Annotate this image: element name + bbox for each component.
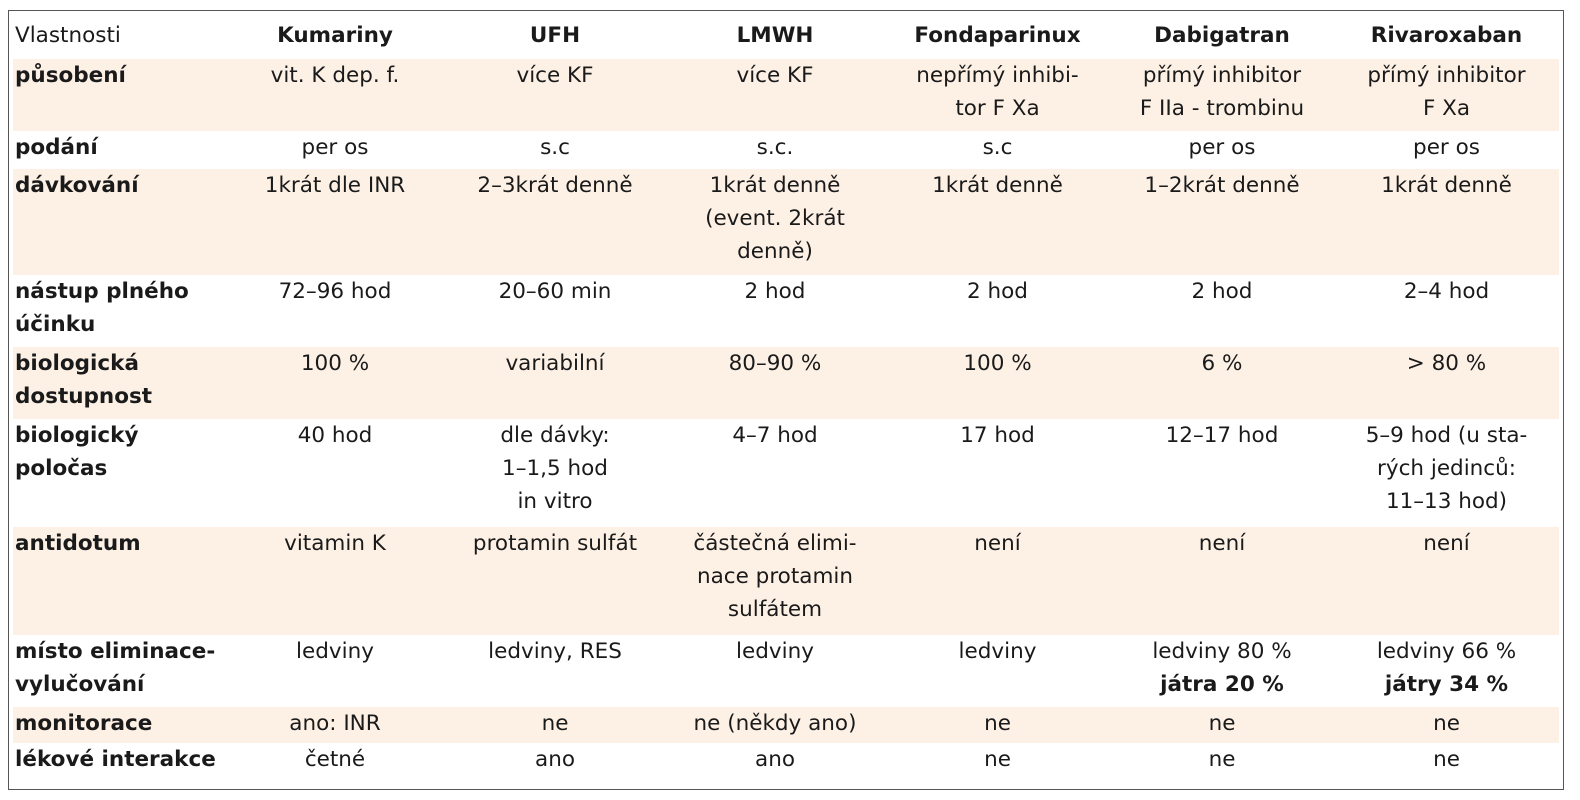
- cell-ufh: [445, 131, 665, 169]
- cell-lmwh: [665, 59, 885, 131]
- header-fondaparinux: Fondaparinux: [914, 23, 1081, 48]
- cell-rivaroxaban: [1334, 169, 1559, 275]
- cell-text-line: rých jedinců:: [1377, 456, 1516, 481]
- cell-text-line: tor F Xa: [955, 96, 1040, 121]
- cell-text-line: ledviny: [958, 639, 1037, 664]
- cell-lmwh: [665, 743, 885, 779]
- table-row: [13, 419, 1559, 527]
- cell-fondaparinux: [885, 59, 1110, 131]
- cell-ufh: [445, 707, 665, 743]
- cell-text-line: vit. K dep. f.: [270, 63, 400, 88]
- property-label-line: účinku: [15, 312, 96, 337]
- cell-text-line: ano: [535, 747, 575, 772]
- cell-text-line: 5–9 hod (u sta-: [1365, 423, 1528, 448]
- cell-text-line: ne: [1208, 711, 1236, 736]
- row-property-label: [13, 169, 225, 275]
- cell-text-line: ne (někdy ano): [693, 711, 857, 736]
- cell-text-line: 2 hod: [1191, 279, 1253, 304]
- anticoagulant-comparison-table: [13, 19, 1559, 779]
- cell-text-line: > 80 %: [1406, 351, 1487, 376]
- cell-kumariny: [225, 419, 445, 527]
- cell-lmwh: [665, 527, 885, 635]
- cell-text-line: 1krát denně: [709, 173, 841, 198]
- property-label-line: lékové interakce: [15, 747, 216, 772]
- header-rivaroxaban: Rivaroxaban: [1370, 23, 1523, 48]
- cell-ufh: [445, 169, 665, 275]
- cell-text-line: ledviny 66 %: [1376, 639, 1517, 664]
- cell-text-line: 17 hod: [960, 423, 1035, 448]
- cell-fondaparinux: [885, 275, 1110, 347]
- cell-text-line: ne: [1208, 747, 1236, 772]
- cell-text-line: 1krát denně: [1381, 173, 1512, 198]
- property-label-line: místo eliminace-: [15, 639, 216, 664]
- cell-text-line: in vitro: [517, 489, 593, 514]
- cell-lmwh: [665, 169, 885, 275]
- cell-ufh: [445, 527, 665, 635]
- cell-text-line: per os: [301, 135, 369, 160]
- cell-lmwh: [665, 275, 885, 347]
- cell-text-line: není: [1423, 531, 1470, 556]
- cell-text-line: nepřímý inhibi-: [916, 63, 1079, 88]
- cell-rivaroxaban: [1334, 347, 1559, 419]
- cell-text-line: sulfátem: [727, 597, 823, 622]
- cell-text-line: per os: [1188, 135, 1256, 160]
- property-label-line: dostupnost: [15, 384, 153, 409]
- cell-text-line: nace protamin: [696, 564, 853, 589]
- row-property-label: [13, 59, 225, 131]
- cell-rivaroxaban: [1334, 419, 1559, 527]
- cell-text-line: protamin sulfát: [472, 531, 638, 556]
- header-ufh: UFH: [529, 23, 581, 48]
- cell-lmwh: [665, 131, 885, 169]
- cell-text-line: více KF: [736, 63, 814, 88]
- cell-kumariny: [225, 347, 445, 419]
- header-kumariny: Kumariny: [277, 23, 393, 48]
- table-row: [13, 169, 1559, 275]
- cell-dabigatran: [1110, 635, 1334, 707]
- cell-text-line: 100 %: [963, 351, 1032, 376]
- cell-fondaparinux: [885, 527, 1110, 635]
- cell-text-line: F Xa: [1422, 96, 1471, 121]
- property-label-line: poločas: [15, 456, 108, 481]
- cell-text-line: (event. 2krát: [705, 206, 845, 231]
- cell-text-line: 1krát dle INR: [264, 173, 406, 198]
- row-property-label: [13, 347, 225, 419]
- cell-fondaparinux: [885, 635, 1110, 707]
- cell-text-line: 2 hod: [967, 279, 1028, 304]
- cell-text-line: 40 hod: [297, 423, 373, 448]
- cell-text-line: 4–7 hod: [732, 423, 818, 448]
- cell-rivaroxaban: [1334, 743, 1559, 779]
- cell-text-line: ledviny: [736, 639, 814, 664]
- table-row: [13, 635, 1559, 707]
- cell-ufh: [445, 347, 665, 419]
- table-row: [13, 131, 1559, 169]
- cell-kumariny: [225, 707, 445, 743]
- cell-dabigatran: [1110, 59, 1334, 131]
- cell-text-line: 6 %: [1201, 351, 1243, 376]
- cell-kumariny: [225, 59, 445, 131]
- header-row: [13, 19, 1559, 59]
- property-label-line: podání: [15, 135, 98, 160]
- cell-text-line: četné: [304, 747, 366, 772]
- cell-text-line: částečná elimi-: [693, 531, 857, 556]
- cell-lmwh: [665, 707, 885, 743]
- cell-text-line: 11–13 hod): [1385, 489, 1508, 514]
- cell-fondaparinux: [885, 131, 1110, 169]
- cell-text-line: ne: [984, 747, 1011, 772]
- cell-fondaparinux: [885, 707, 1110, 743]
- property-label-line: monitorace: [15, 711, 153, 736]
- cell-text-line: 72–96 hod: [278, 279, 392, 304]
- cell-text-line: játra 20 %: [1160, 672, 1284, 697]
- cell-rivaroxaban: [1334, 59, 1559, 131]
- cell-text-line: játry 34 %: [1384, 672, 1509, 697]
- property-label-line: nástup plného: [15, 279, 189, 304]
- cell-text-line: ledviny: [296, 639, 374, 664]
- cell-fondaparinux: [885, 347, 1110, 419]
- cell-dabigatran: [1110, 275, 1334, 347]
- cell-text-line: 20–60 min: [498, 279, 612, 304]
- header-lmwh: LMWH: [736, 23, 814, 48]
- cell-kumariny: [225, 275, 445, 347]
- table-row: [13, 527, 1559, 635]
- cell-dabigatran: [1110, 707, 1334, 743]
- cell-text-line: F IIa - trombinu: [1139, 96, 1305, 121]
- cell-text-line: 1–1,5 hod: [502, 456, 608, 481]
- cell-kumariny: [225, 169, 445, 275]
- cell-lmwh: [665, 419, 885, 527]
- table-frame: [8, 10, 1564, 790]
- cell-ufh: [445, 635, 665, 707]
- cell-dabigatran: [1110, 527, 1334, 635]
- cell-text-line: 1–2krát denně: [1144, 173, 1300, 198]
- cell-dabigatran: [1110, 419, 1334, 527]
- cell-text-line: přímý inhibitor: [1142, 63, 1302, 88]
- row-property-label: [13, 527, 225, 635]
- cell-fondaparinux: [885, 743, 1110, 779]
- property-label-line: působení: [15, 63, 126, 88]
- cell-kumariny: [225, 635, 445, 707]
- table-row: [13, 275, 1559, 347]
- cell-text-line: ano: INR: [289, 711, 381, 736]
- cell-text-line: ne: [1433, 711, 1460, 736]
- cell-fondaparinux: [885, 169, 1110, 275]
- cell-rivaroxaban: [1334, 635, 1559, 707]
- cell-rivaroxaban: [1334, 707, 1559, 743]
- cell-text-line: per os: [1413, 135, 1480, 160]
- cell-text-line: s.c: [982, 135, 1013, 160]
- cell-rivaroxaban: [1334, 131, 1559, 169]
- cell-kumariny: [225, 527, 445, 635]
- header-properties: Vlastnosti: [15, 23, 121, 48]
- cell-rivaroxaban: [1334, 275, 1559, 347]
- cell-ufh: [445, 419, 665, 527]
- cell-ufh: [445, 743, 665, 779]
- row-property-label: [13, 131, 225, 169]
- cell-text-line: 2 hod: [744, 279, 806, 304]
- cell-text-line: není: [974, 531, 1021, 556]
- cell-dabigatran: [1110, 131, 1334, 169]
- property-label-line: biologický: [15, 423, 139, 448]
- cell-text-line: denně): [737, 239, 813, 264]
- row-property-label: [13, 743, 225, 779]
- table-row: [13, 707, 1559, 743]
- cell-text-line: 12–17 hod: [1165, 423, 1279, 448]
- header-dabigatran: Dabigatran: [1154, 23, 1290, 48]
- cell-text-line: ne: [984, 711, 1011, 736]
- cell-text-line: s.c: [540, 135, 570, 160]
- property-label-line: dávkování: [15, 173, 139, 198]
- cell-dabigatran: [1110, 347, 1334, 419]
- cell-rivaroxaban: [1334, 527, 1559, 635]
- row-property-label: [13, 707, 225, 743]
- row-property-label: [13, 635, 225, 707]
- cell-lmwh: [665, 635, 885, 707]
- cell-fondaparinux: [885, 419, 1110, 527]
- cell-kumariny: [225, 131, 445, 169]
- cell-text-line: 100 %: [300, 351, 370, 376]
- cell-text-line: 1krát denně: [932, 173, 1063, 198]
- cell-text-line: ledviny 80 %: [1152, 639, 1292, 664]
- row-property-label: [13, 275, 225, 347]
- cell-dabigatran: [1110, 743, 1334, 779]
- cell-ufh: [445, 275, 665, 347]
- cell-text-line: s.c.: [756, 135, 794, 160]
- cell-ufh: [445, 59, 665, 131]
- cell-text-line: přímý inhibitor: [1367, 63, 1526, 88]
- cell-text-line: variabilní: [505, 351, 605, 376]
- cell-text-line: ne: [1433, 747, 1460, 772]
- row-property-label: [13, 419, 225, 527]
- cell-text-line: ne: [541, 711, 569, 736]
- table-row: [13, 347, 1559, 419]
- cell-text-line: 2–4 hod: [1403, 279, 1490, 304]
- cell-text-line: více KF: [516, 63, 594, 88]
- table-row: [13, 743, 1559, 779]
- cell-text-line: 2–3krát denně: [477, 173, 633, 198]
- property-label-line: antidotum: [15, 531, 141, 556]
- cell-text-line: ano: [755, 747, 795, 772]
- table-row: [13, 59, 1559, 131]
- cell-text-line: není: [1198, 531, 1246, 556]
- cell-text-line: 80–90 %: [728, 351, 822, 376]
- cell-dabigatran: [1110, 169, 1334, 275]
- cell-lmwh: [665, 347, 885, 419]
- property-label-line: biologická: [15, 351, 139, 376]
- cell-text-line: dle dávky:: [500, 423, 610, 448]
- cell-text-line: vitamin K: [284, 531, 386, 556]
- cell-text-line: ledviny, RES: [488, 639, 622, 664]
- cell-kumariny: [225, 743, 445, 779]
- property-label-line: vylučování: [15, 672, 145, 697]
